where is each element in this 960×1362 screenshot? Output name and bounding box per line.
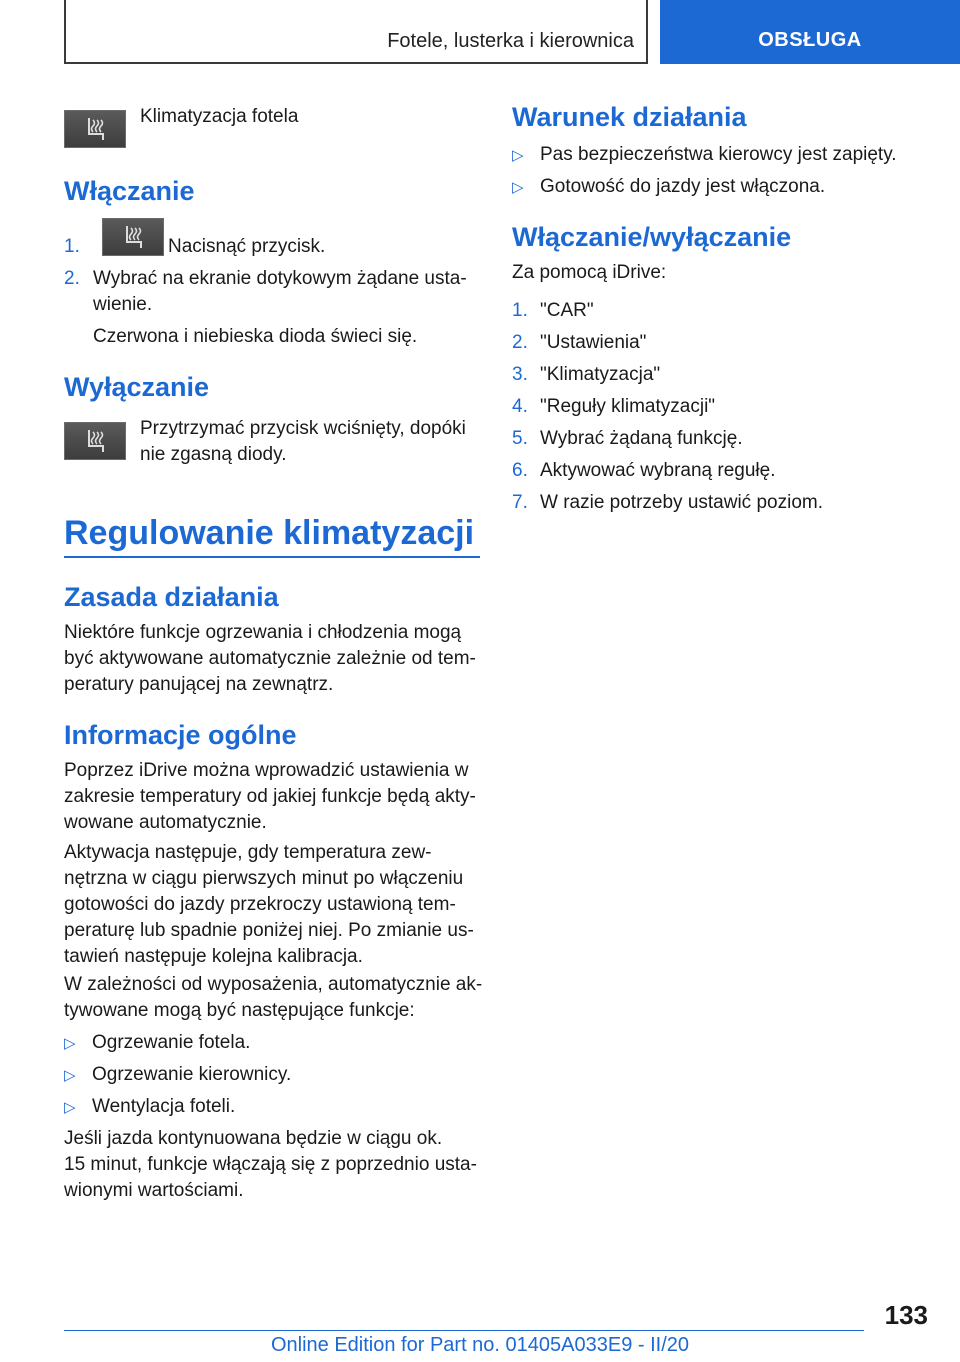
list-item: 2. "Ustawienia" <box>512 332 647 353</box>
list-item: ▷ Gotowość do jazdy jest włączona. <box>512 174 825 201</box>
list-item: 1. "CAR" <box>512 300 594 321</box>
seat-climate-icon <box>64 110 126 148</box>
section-tab[interactable]: OBSŁUGA <box>660 0 960 64</box>
list-item: ▷ Ogrzewanie kierownicy. <box>64 1062 291 1089</box>
step-number: 1. <box>64 236 80 257</box>
seat-climate-button-image <box>64 110 126 153</box>
list-item: 7. W razie potrzeby ustawić poziom. <box>512 492 823 513</box>
general-p1: Poprzez iDrive można wprowadzić ustawienia w zakresie temperatury od jakiej funkcje będą akty- wowane automatycznie. <box>64 760 476 833</box>
icon-caption: Klimatyzacja fotela <box>140 106 299 127</box>
heading-rule <box>64 556 480 558</box>
seat-climate-button-image-off <box>64 422 126 465</box>
list-item: 3. "Klimatyzacja" <box>512 364 661 385</box>
triangle-bullet-icon: ▷ <box>512 179 524 196</box>
heading-onoff: Włączanie/wyłączanie <box>512 222 792 252</box>
list-item: ▷ Ogrzewanie fotela. <box>64 1030 250 1057</box>
list-item: 6. Aktywować wybraną regułę. <box>512 460 776 481</box>
list-item: ▷ Pas bezpieczeństwa kierowcy jest zapięty. <box>512 142 897 169</box>
final-text: Jeśli jazda kontynuowana będzie w ciągu ok. 15 minut, funkcje włączają się z poprzednio usta- wionymi wartościami. <box>64 1128 477 1201</box>
header-frame <box>64 0 648 64</box>
step-number: 2. <box>64 268 80 289</box>
triangle-bullet-icon: ▷ <box>64 1067 76 1084</box>
step-text: Nacisnąć przycisk. <box>168 236 326 257</box>
intro-text: Za pomocą iDrive: <box>512 262 667 283</box>
seat-climate-icon <box>102 218 164 256</box>
heading-off: Wyłączanie <box>64 372 210 402</box>
page-number: 133 <box>884 1300 928 1330</box>
seat-climate-icon <box>64 422 126 460</box>
heading-general: Informacje ogólne <box>64 720 297 750</box>
on-note: Czerwona i niebieska dioda świeci się. <box>93 326 418 347</box>
general-p3: W zależności od wyposażenia, automatycznie ak- tywowane mogą być następujące funkcje: <box>64 974 483 1021</box>
heading-on: Włączanie <box>64 176 195 206</box>
header-title: Fotele, lusterka i kierownica <box>387 30 634 52</box>
triangle-bullet-icon: ▷ <box>512 147 524 164</box>
list-item: 4. "Reguły klimatyzacji" <box>512 396 716 417</box>
triangle-bullet-icon: ▷ <box>64 1035 76 1052</box>
triangle-bullet-icon: ▷ <box>64 1099 76 1116</box>
general-p2: Aktywacja następuje, gdy temperatura zew- nętrzna w ciągu pierwszych minut po włączeniu gotowości do jazdy przekroczy ustawioną tem- peraturę lub spadnie poniżej niej. Po zmianie us- tawień następuje kolejna kalibracja. <box>64 842 474 967</box>
footer-rule <box>64 1330 864 1331</box>
heading-condition: Warunek działania <box>512 102 747 132</box>
off-text: Przytrzymać przycisk wciśnięty, dopóki nie zgasną diody. <box>140 418 466 465</box>
footer-edition: Online Edition for Part no. 01405A033E9 - II/20 <box>270 1334 690 1356</box>
list-item: ▷ Wentylacja foteli. <box>64 1094 235 1121</box>
heading-principle: Zasada działania <box>64 582 279 612</box>
section-heading: Regulowanie klimatyzacji <box>64 514 475 552</box>
list-item: 5. Wybrać żądaną funkcję. <box>512 428 743 449</box>
principle-text: Niektóre funkcje ogrzewania i chłodzenia mogą być aktywowane automatycznie zależnie od tem- peratury panującej na zewnątrz. <box>64 622 476 695</box>
step-text: Wybrać na ekranie dotykowym żądane usta- wienie. <box>93 268 467 315</box>
